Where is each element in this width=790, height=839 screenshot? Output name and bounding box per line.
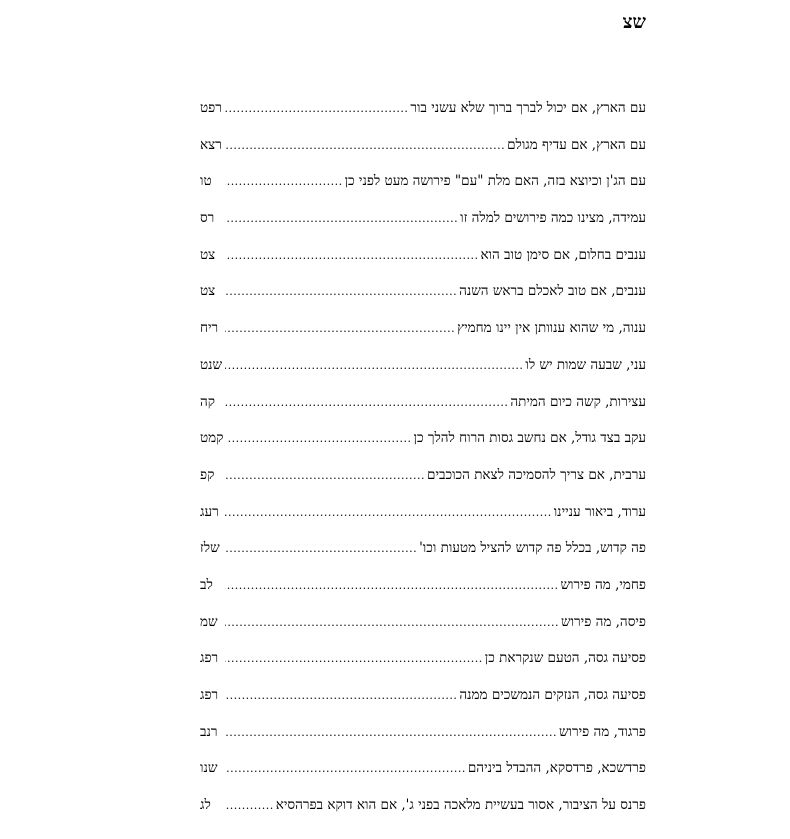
index-entry bbox=[200, 610, 646, 647]
entry-text: פרדשכא, פרדסקא, ההבדל ביניהם bbox=[467, 760, 646, 777]
entry-text: ענבים בחלום, אם סימן טוב הוא bbox=[480, 246, 646, 263]
dot-leader bbox=[225, 684, 457, 708]
page-number: שצ bbox=[622, 11, 646, 33]
dot-leader bbox=[225, 170, 343, 194]
entry-page-ref: שמ bbox=[200, 613, 218, 630]
entry-text: עמידה, מצינו כמה פירושים למלה זו bbox=[460, 210, 646, 227]
index-entry bbox=[200, 573, 646, 610]
index-entry bbox=[200, 243, 646, 280]
entry-text: עצירות, קשה כיום המיתה bbox=[510, 393, 646, 410]
entry-text: עקב בצד גודל, אם נחשב גסות הרוח להלך כן bbox=[413, 430, 646, 447]
dot-leader bbox=[225, 317, 455, 341]
index-entry bbox=[200, 646, 646, 683]
index-entry bbox=[200, 353, 646, 390]
entry-text: ענוה, מי שהוא ענוותן אין יינו מחמיץ bbox=[457, 320, 646, 337]
dot-leader bbox=[225, 97, 408, 121]
entry-page-ref: צט bbox=[200, 246, 216, 263]
entry-text: ערוד, ביאור עניינו bbox=[553, 503, 646, 520]
index-entry bbox=[200, 536, 646, 573]
dot-leader bbox=[225, 647, 483, 671]
entry-text: ענבים, אם טוב לאכלם בראש השנה bbox=[459, 283, 646, 300]
dot-leader bbox=[225, 280, 457, 304]
index-entry bbox=[200, 793, 646, 830]
entry-page-ref: רפט bbox=[200, 100, 222, 116]
dot-leader bbox=[225, 354, 523, 378]
entry-page-ref: קמט bbox=[200, 430, 224, 447]
entry-page-ref: רצא bbox=[200, 136, 222, 153]
entry-text: עם הארץ, אם יכול לברך ברוך שלא עשני בור bbox=[410, 100, 646, 116]
entry-page-ref: קה bbox=[200, 393, 215, 410]
dot-leader bbox=[225, 464, 425, 488]
dot-leader bbox=[225, 537, 417, 561]
dot-leader bbox=[225, 794, 274, 818]
index-entry bbox=[200, 500, 646, 537]
entry-page-ref: קפ bbox=[200, 466, 215, 483]
entry-text: פחמי, מה פירוש bbox=[560, 576, 646, 593]
entry-page-ref: שלז bbox=[200, 540, 220, 557]
entry-text: פיסה, מה פירוש bbox=[561, 613, 646, 630]
dot-leader bbox=[225, 207, 458, 231]
entry-text: פסיעה גסה, הטעם שנקראת כן bbox=[484, 650, 646, 667]
index-entry bbox=[200, 96, 646, 133]
index-list bbox=[200, 96, 646, 830]
index-entry bbox=[200, 169, 646, 206]
entry-text: ערבית, אם צריך להסמיכה לצאת הכוכבים bbox=[427, 466, 646, 483]
index-entry bbox=[200, 720, 646, 757]
dot-leader bbox=[225, 244, 478, 268]
entry-text: פה קדוש, בכלל פה קדוש להציל מטעות וכו' bbox=[419, 540, 646, 557]
dot-leader bbox=[225, 611, 559, 635]
index-entry bbox=[200, 390, 646, 427]
entry-text: עם הג'ן וכיוצא בזה, האם מלת "עם" פירושה מעט לפני כן bbox=[344, 173, 646, 190]
entry-text: פרגוד, מה פירוש bbox=[558, 723, 646, 740]
index-entry bbox=[200, 463, 646, 500]
entry-text: עם הארץ, אם עדיף מגולם bbox=[507, 136, 646, 153]
dot-leader bbox=[225, 757, 466, 781]
index-entry bbox=[200, 316, 646, 353]
entry-page-ref: רפג bbox=[200, 650, 219, 667]
index-entry bbox=[200, 683, 646, 720]
dot-leader bbox=[226, 427, 411, 451]
entry-page-ref: שנו bbox=[200, 760, 218, 777]
entry-text: פסיעה גסה, הנזקים הנמשכים ממנה bbox=[459, 687, 646, 703]
entry-text: פרנס על הציבור, אסור בעשיית מלאכה בפני ג', אם הוא דוקא בפרהסיא bbox=[275, 797, 646, 814]
dot-leader bbox=[225, 391, 508, 415]
index-entry bbox=[200, 426, 646, 463]
entry-page-ref: לג bbox=[200, 797, 211, 814]
entry-page-ref: רפג bbox=[200, 687, 219, 703]
entry-page-ref: טו bbox=[200, 173, 212, 190]
entry-page-ref: שנט bbox=[200, 356, 223, 373]
dot-leader bbox=[225, 501, 552, 525]
entry-page-ref: ריח bbox=[200, 320, 219, 337]
dot-leader bbox=[225, 574, 558, 598]
entry-page-ref: לב bbox=[200, 576, 213, 593]
entry-page-ref: רעג bbox=[200, 503, 219, 520]
index-entry bbox=[200, 756, 646, 793]
dot-leader bbox=[225, 721, 557, 745]
entry-text: עני, שבעה שמות יש לו bbox=[525, 356, 646, 373]
entry-page-ref: צט bbox=[200, 283, 216, 300]
index-entry bbox=[200, 206, 646, 243]
dot-leader bbox=[225, 134, 505, 158]
index-entry bbox=[200, 133, 646, 170]
entry-page-ref: רס bbox=[200, 210, 215, 227]
entry-page-ref: רנב bbox=[200, 723, 218, 740]
index-entry bbox=[200, 279, 646, 316]
